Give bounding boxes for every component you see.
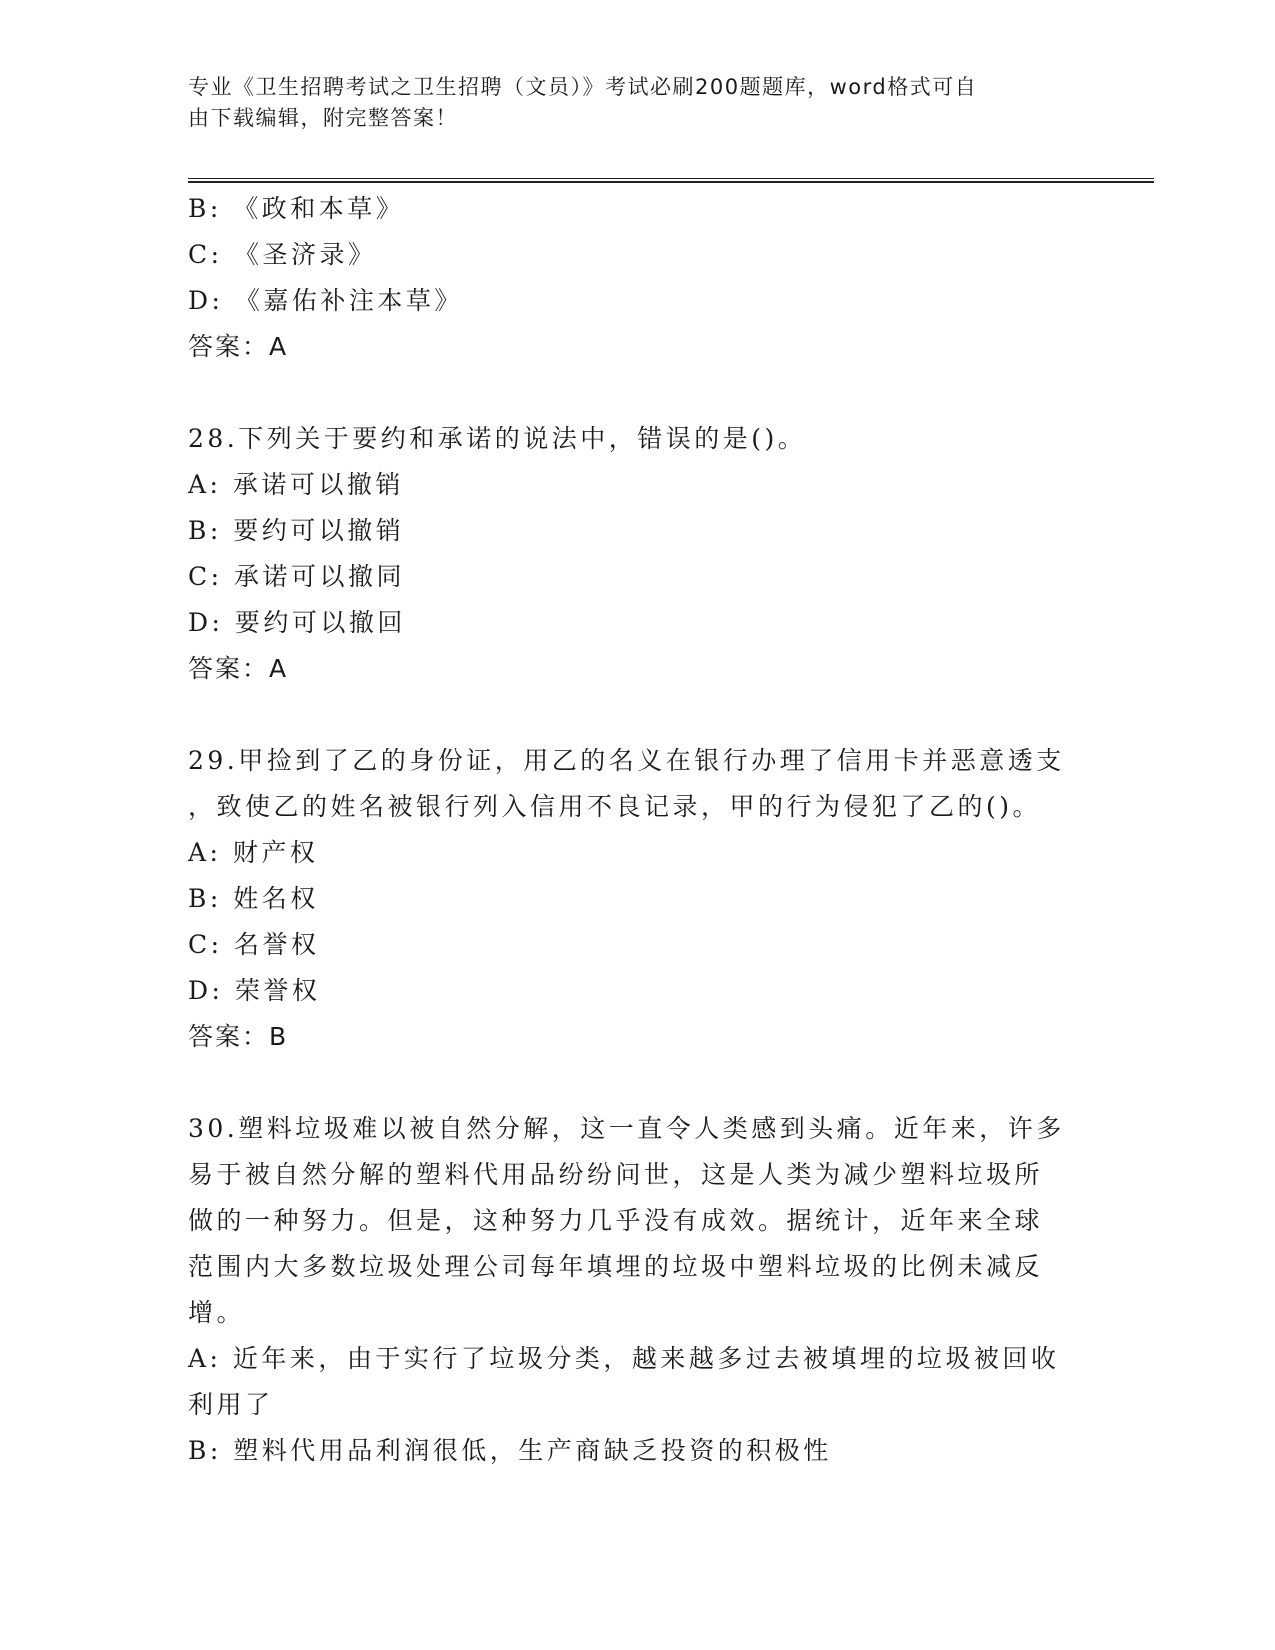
question-27-continuation	[188, 186, 1088, 370]
question-stem-line-4: 范围内大多数垃圾处理公司每年填埋的垃圾中塑料垃圾的比例未减反	[188, 1252, 1044, 1281]
option-d: D: 荣誉权	[188, 976, 321, 1005]
header-text-line-2: 由下载编辑，附完整答案！	[188, 106, 458, 130]
spacer	[188, 692, 1088, 738]
question-stem-line-5: 增。	[188, 1298, 246, 1327]
option-d: D: 要约可以撤回	[188, 608, 406, 637]
question-stem: 28.下列关于要约和承诺的说法中，错误的是()。	[188, 424, 807, 453]
question-stem-line-3: 做的一种努力。但是，这种努力几乎没有成效。据统计，近年来全球	[188, 1206, 1044, 1235]
question-stem-line-1: 30.塑料垃圾难以被自然分解，这一直令人类感到头痛。近年来，许多	[188, 1114, 1065, 1143]
option-c: C: 《圣济录》	[188, 240, 377, 269]
document-body	[188, 186, 1088, 1474]
option-b: B: 要约可以撤销	[188, 516, 405, 545]
option-b: B: 塑料代用品利润很低，生产商缺乏投资的积极性	[188, 1436, 832, 1465]
option-c: C: 承诺可以撤同	[188, 562, 405, 591]
option-c: C: 名誉权	[188, 930, 320, 959]
question-stem-line-1: 29.甲捡到了乙的身份证，用乙的名义在银行办理了信用卡并恶意透支	[188, 746, 1065, 775]
question-28	[188, 416, 1088, 692]
header-text-line-1: 专业《卫生招聘考试之卫生招聘（文员）》考试必刷200题题库，word格式可自	[188, 75, 978, 99]
spacer	[188, 1060, 1088, 1106]
option-a: A: 财产权	[188, 838, 319, 867]
question-stem-line-2: 易于被自然分解的塑料代用品纷纷问世，这是人类为减少塑料垃圾所	[188, 1160, 1044, 1189]
question-30	[188, 1106, 1088, 1474]
option-a-line-1: A: 近年来，由于实行了垃圾分类，越来越多过去被填埋的垃圾被回收	[188, 1344, 1060, 1373]
option-a-line-2: 利用了	[188, 1390, 274, 1419]
question-stem-line-2: ，致使乙的姓名被银行列入信用不良记录，甲的行为侵犯了乙的()。	[188, 792, 1042, 821]
option-b: B: 姓名权	[188, 884, 319, 913]
option-d: D: 《嘉佑补注本草》	[188, 286, 463, 315]
spacer	[188, 370, 1088, 416]
question-29	[188, 738, 1088, 1060]
answer-line: 答案：B	[188, 1022, 289, 1051]
answer-line: 答案：A	[188, 654, 289, 683]
option-b: B: 《政和本草》	[188, 194, 405, 223]
page-header	[188, 72, 1068, 134]
answer-line: 答案：A	[188, 332, 289, 361]
option-a: A: 承诺可以撤销	[188, 470, 404, 499]
header-divider	[188, 178, 1154, 183]
